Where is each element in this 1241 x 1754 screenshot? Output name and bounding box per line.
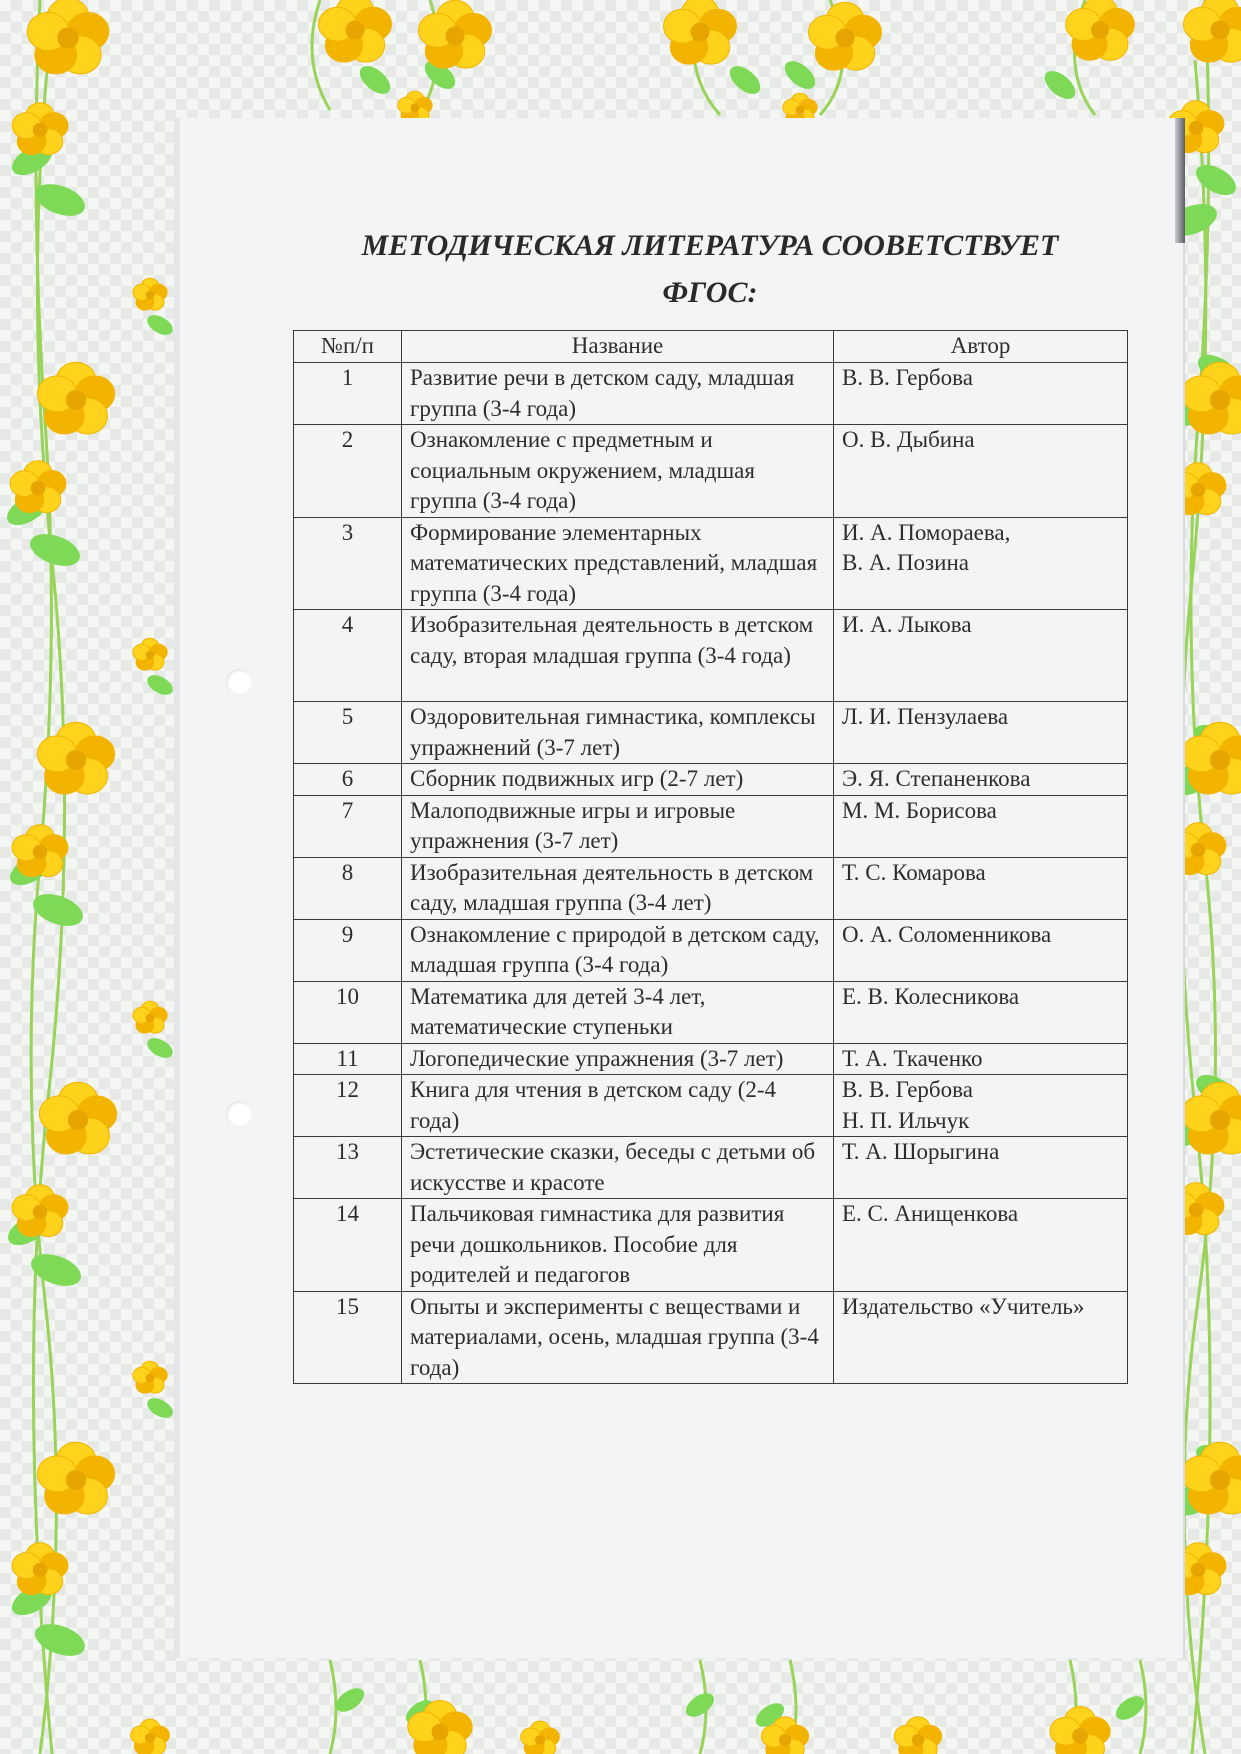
title-line-1: МЕТОДИЧЕСКАЯ ЛИТЕРАТУРА СООВЕТСТВУЕТ [361,229,1059,262]
table-header-row [294,331,1128,363]
yellow-flower-icon [1050,1707,1110,1754]
table-row [294,857,1128,919]
yellow-flower-icon [10,461,66,513]
green-leaf-icon [144,1034,176,1062]
table-row [294,702,1128,764]
table-row [294,610,1128,702]
yellow-flower-icon [894,1717,941,1754]
green-leaf-icon [355,61,395,99]
yellow-flower-icon [1181,362,1241,434]
book-title: Эстетические сказки, беседы с детьми об искусстве и красоте [402,1137,834,1199]
yellow-flower-icon [1181,1442,1241,1514]
book-author: Е. В. Колесникова [834,981,1128,1043]
yellow-flower-icon [521,1721,560,1754]
book-author: Э. Я. Степаненкова [834,764,1128,796]
table-row [294,795,1128,857]
green-leaf-icon [780,56,820,94]
table-row [294,764,1128,796]
green-leaf-icon [1112,1691,1149,1724]
yellow-flower-icon [133,278,167,310]
book-author: Издательство «Учитель» [834,1291,1128,1384]
green-leaf-icon [144,311,176,339]
table-row [294,1043,1128,1075]
book-title: Изобразительная деятельность в детском саду, вторая младшая группа (3-4 года) [402,610,834,702]
punch-hole-bottom [226,1101,252,1127]
table-row [294,1137,1128,1199]
book-author: О. В. Дыбина [834,425,1128,518]
row-number: 1 [294,363,402,425]
green-leaf-icon [31,1618,89,1662]
yellow-flower-icon [37,362,114,434]
book-author: Е. С. Анищенкова [834,1199,1128,1292]
green-leaf-icon [725,61,765,99]
table-row [294,919,1128,981]
row-number: 7 [294,795,402,857]
page-torn-edge [1175,118,1185,243]
yellow-flower-icon [12,825,68,877]
book-author: Т. А. Шорыгина [834,1137,1128,1199]
yellow-flower-icon [133,1001,167,1033]
row-number: 15 [294,1291,402,1384]
table-row [294,981,1128,1043]
yellow-flower-icon [664,0,737,64]
book-title: Книга для чтения в детском саду (2-4 года) [402,1075,834,1137]
green-leaf-icon [144,671,176,699]
book-title: Сборник подвижных игр (2-7 лет) [402,764,834,796]
table-row [294,517,1128,610]
book-author: Т. С. Комарова [834,857,1128,919]
green-leaf-icon [26,528,84,572]
book-title: Математика для детей 3-4 лет, математические ступеньки [402,981,834,1043]
row-number: 6 [294,764,402,796]
row-number: 10 [294,981,402,1043]
row-number: 13 [294,1137,402,1199]
book-author: В. В. Гербова [834,363,1128,425]
row-number: 9 [294,919,402,981]
green-leaf-icon [144,1394,176,1422]
yellow-flower-icon [37,1442,114,1514]
title-line-2: ФГОС: [662,276,758,309]
row-number: 5 [294,702,402,764]
book-title: Ознакомление с природой в детском саду, младшая группа (3-4 года) [402,919,834,981]
book-title: Ознакомление с предметным и социальным окружением, младшая группа (3-4 года) [402,425,834,518]
yellow-flower-icon [809,2,882,70]
table-row [294,425,1128,518]
book-title: Оздоровительная гимнастика, комплексы упражнений (3-7 лет) [402,702,834,764]
literature-table [293,330,1128,1384]
yellow-flower-icon [12,103,68,155]
yellow-flower-icon [133,638,167,670]
green-leaf-icon [1040,66,1080,104]
book-author: М. М. Борисова [834,795,1128,857]
yellow-flower-icon [39,1082,116,1154]
book-author: Т. А. Ткаченко [834,1043,1128,1075]
table-row [294,1075,1128,1137]
yellow-flower-icon [1181,1082,1241,1154]
yellow-flower-icon [1184,0,1241,62]
column-header-number: №п/п [294,331,402,363]
book-author: И. А. Помораева, В. А. Позина [834,517,1128,610]
book-author: В. В. Гербова Н. П. Ильчук [834,1075,1128,1137]
book-author: И. А. Лыкова [834,610,1128,702]
row-number: 14 [294,1199,402,1292]
green-leaf-icon [682,1688,719,1721]
row-number: 8 [294,857,402,919]
yellow-flower-icon [1066,0,1135,60]
book-title: Развитие речи в детском саду, младшая группа (3-4 года) [402,363,834,425]
book-title: Опыты и эксперименты с веществами и материалами, осень, младшая группа (3-4 года) [402,1291,834,1384]
book-title: Формирование элементарных математических представлений, младшая группа (3-4 года) [402,517,834,610]
row-number: 2 [294,425,402,518]
book-title: Логопедические упражнения (3-7 лет) [402,1043,834,1075]
yellow-flower-icon [319,0,392,62]
book-title: Малоподвижные игры и игровые упражнения (3-7 лет) [402,795,834,857]
yellow-flower-icon [12,1543,68,1595]
yellow-flower-icon [131,1719,170,1754]
book-title: Изобразительная деятельность в детском саду, младшая группа (3-4 лет) [402,857,834,919]
table-row [294,363,1128,425]
column-header-author: Автор [834,331,1128,363]
row-number: 3 [294,517,402,610]
row-number: 12 [294,1075,402,1137]
yellow-flower-icon [12,1185,68,1237]
book-title: Пальчиковая гимнастика для развития речи дошкольников. Пособие для родителей и педагогов [402,1199,834,1292]
green-leaf-icon [1191,159,1241,202]
row-number: 11 [294,1043,402,1075]
document-title [300,222,1120,316]
punch-hole-top [226,669,252,695]
yellow-flower-icon [419,0,492,68]
book-author: О. А. Соломенникова [834,919,1128,981]
book-author: Л. И. Пензулаева [834,702,1128,764]
table-row [294,1291,1128,1384]
yellow-flower-icon [1181,722,1241,794]
table-row [294,1199,1128,1292]
column-header-title: Название [402,331,834,363]
row-number: 4 [294,610,402,702]
yellow-flower-icon [133,1361,167,1393]
